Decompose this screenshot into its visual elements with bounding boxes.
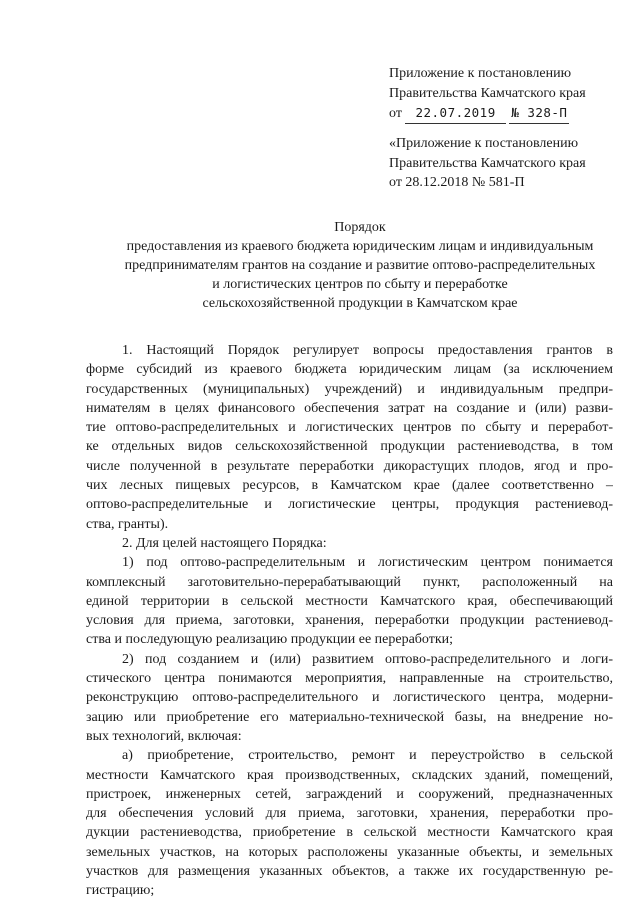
paragraph-line: единой территории в сельской местности Камчатского края, обеспечивающий	[86, 593, 613, 609]
appendix-line-1: Приложение к постановлению	[389, 66, 572, 81]
paragraph-line: ке отдельных видов сельскохозяйственной продукции растениеводства, в том	[86, 439, 613, 455]
paragraph-line: оптово-распределительные и логистические центры, продукция растениевод-	[86, 497, 613, 513]
appendix-line-2: Правительства Камчатского края	[389, 85, 586, 101]
paragraph-line: 2) под созданием и (или) развитием оптово-распределительного и логи-	[122, 651, 613, 667]
title-line: сельскохозяйственной продукции в Камчатском крае	[202, 296, 518, 311]
paragraph-line: земельных участков, на которых расположены указанные объекты, и земельных	[86, 844, 613, 860]
document-title	[80, 218, 640, 313]
paragraph-line: реконструкцию оптово-распределительного и логистического центра, модерни-	[86, 690, 613, 706]
title-line: и логистических центров по сбыту и переработке	[212, 277, 508, 292]
paragraph-line: вых технологий, включая:	[86, 728, 242, 744]
paragraph-line: 2. Для целей настоящего Порядка:	[122, 535, 327, 551]
paragraph	[86, 534, 613, 553]
paragraph-line: государственных (муниципальных) учреждений) и индивидуальным предпри-	[86, 381, 613, 397]
paragraph-line: нимателям в целях финансового обеспечения затрат на создание и (или) разви-	[86, 400, 613, 416]
paragraph-line: комплексный заготовительно-перерабатывающий пункт, расположенный на	[86, 574, 613, 590]
paragraph-line: участков для размещения указанных объектов, а также их государственную ре-	[86, 864, 613, 880]
appendix-date-line	[389, 103, 629, 124]
title-line: предпринимателям грантов на создание и развитие оптово-распределительных	[124, 258, 596, 273]
paragraph	[86, 650, 613, 746]
paragraph-line: пристроек, инженерных сетей, заграждений и сооружений, предназначенных	[86, 786, 613, 802]
paragraph-line: 1) под оптово-распределительным и логистическим центром понимается	[122, 555, 613, 571]
resolution-date: 22.07.2019	[405, 103, 505, 124]
resolution-number: № 328-П	[509, 103, 569, 124]
appendix-original-header	[389, 134, 629, 193]
paragraph-line: для обеспечения условий для приема, заготовки, хранения, переработки про-	[86, 806, 613, 822]
paragraph	[86, 341, 613, 534]
paragraph	[86, 746, 613, 900]
paragraph-line: ства, гранты).	[86, 516, 169, 532]
paragraph-line: местности Камчатского края производственных, складских зданий, помещений,	[86, 767, 613, 783]
appendix-original-line-1: «Приложение к постановлению	[389, 136, 579, 151]
appendix-original-line-3: от 28.12.2018 № 581-П	[389, 175, 525, 190]
document-body	[86, 341, 613, 901]
date-prefix: от	[389, 106, 402, 121]
appendix-original-line-2: Правительства Камчатского края	[389, 155, 586, 171]
paragraph-line: дукции растениеводства, приобретение в сельской местности Камчатского края	[86, 825, 613, 841]
paragraph-line: гистрацию;	[86, 883, 155, 899]
title-heading: Порядок	[334, 220, 386, 235]
paragraph-line: форме субсидий из краевого бюджета юридическим лицам (за исключением	[86, 362, 613, 378]
paragraph-line: а) приобретение, строительство, ремонт и переустройство в сельской	[122, 748, 613, 764]
paragraph-line: стического центра понимаются мероприятия, направленные на строительство,	[86, 671, 613, 687]
appendix-current-header	[389, 64, 629, 124]
paragraph-line: 1. Настоящий Порядок регулирует вопросы предоставления грантов в	[122, 343, 613, 358]
paragraph-line: тие оптово-распределительных и логистических центров по сбыту и переработ-	[86, 420, 613, 436]
paragraph-line: чих лесных пищевых ресурсов, в Камчатском крае (далее соответственно –	[86, 478, 613, 494]
paragraph-line: зацию или приобретение его материально-технической базы, на внедрение но-	[86, 709, 613, 725]
paragraph	[86, 553, 613, 649]
paragraph-line: ства и последующую реализацию продукции ее переработки;	[86, 632, 454, 648]
paragraph-line: числе полученной в результате переработки дикорастущих плодов, ягод и про-	[86, 458, 613, 474]
title-line: предоставления из краевого бюджета юридическим лицам и индивидуальным	[126, 239, 594, 254]
paragraph-line: условия для приема, заготовки, хранения, переработки продукции растениевод-	[86, 613, 613, 629]
